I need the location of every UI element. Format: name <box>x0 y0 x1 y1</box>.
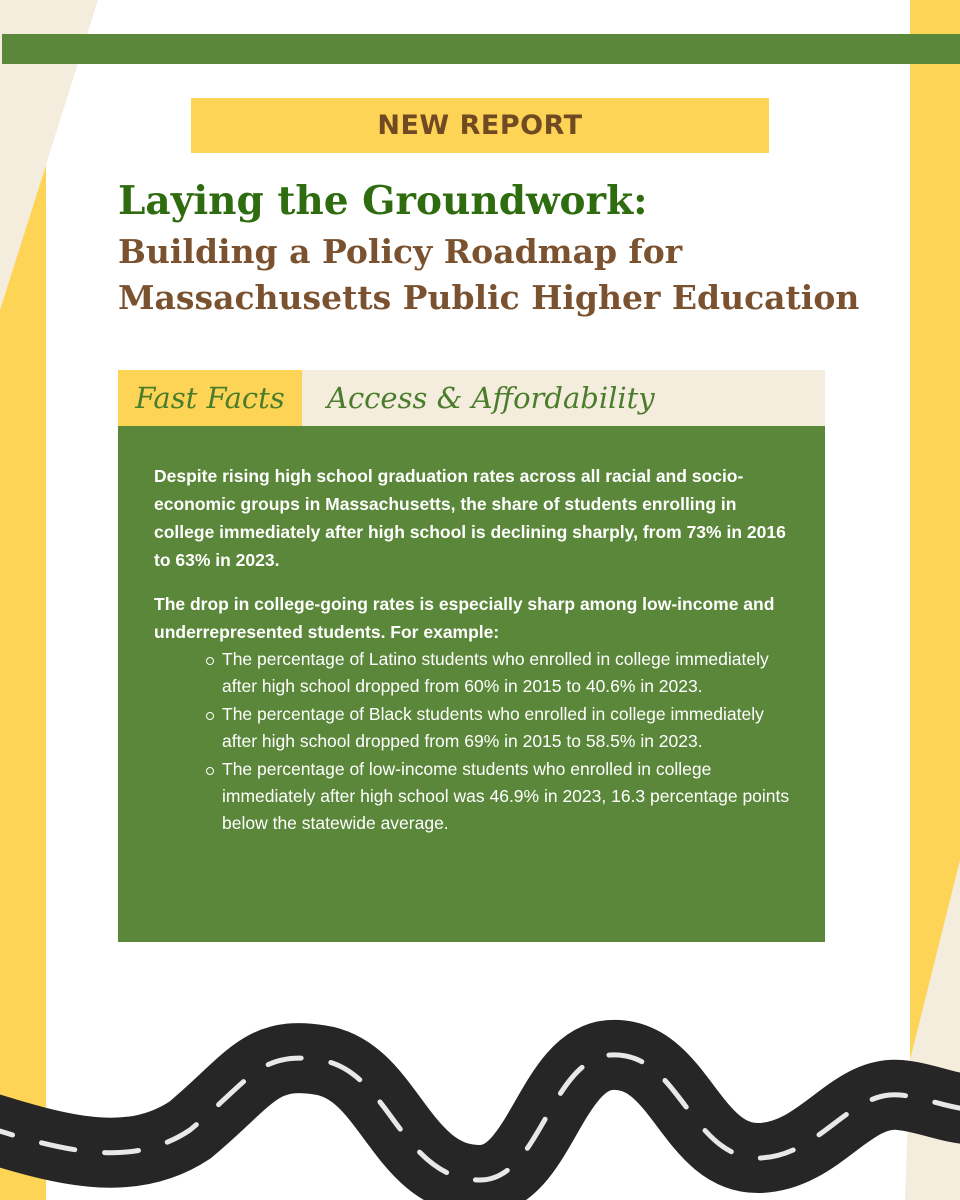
fast-facts-label: Fast Facts <box>118 370 302 426</box>
fact-paragraph-2: The drop in college-going rates is especially sharp among low-income and underrepresented students. For example: <box>154 594 775 642</box>
bullet-text: The percentage of Black students who enrolled in college immediately after high school dropped from 69% in 2015 to 58.5% in 2023. <box>222 704 764 751</box>
bullet-circle-icon <box>206 767 214 775</box>
section-header <box>118 370 825 426</box>
list-item <box>222 756 795 837</box>
bullet-text: The percentage of low-income students who enrolled in college immediately after high school was 46.9% in 2023, 16.3 percentage points below the statewide average. <box>222 759 790 833</box>
report-title: Laying the Groundwork: <box>118 178 648 224</box>
facts-panel <box>118 426 825 942</box>
topic-label: Access & Affordability <box>327 381 655 415</box>
new-report-badge: NEW REPORT <box>191 98 769 153</box>
list-item <box>222 701 795 755</box>
left-yellow-stripe <box>0 165 46 1200</box>
report-subtitle <box>118 229 859 321</box>
top-green-bar <box>2 34 960 64</box>
bullet-text: The percentage of Latino students who enrolled in college immediately after high school dropped from 60% in 2015 to 40.6% in 2023. <box>222 649 769 696</box>
subtitle-line-1: Building a Policy Roadmap for <box>118 232 683 271</box>
bullet-circle-icon <box>206 657 214 665</box>
list-item <box>222 646 795 700</box>
fact-paragraph-1: Despite rising high school graduation rates across all racial and socio-economic groups in Massachusetts, the share of students enrolling in college immediately after high school is declining sharply, from 73% in 2016 to 63% in 2023. <box>154 466 786 570</box>
subtitle-line-2: Massachusetts Public Higher Education <box>118 278 860 317</box>
bullet-circle-icon <box>206 712 214 720</box>
road-icon <box>0 1055 960 1180</box>
fact-bullet-list <box>154 646 795 837</box>
